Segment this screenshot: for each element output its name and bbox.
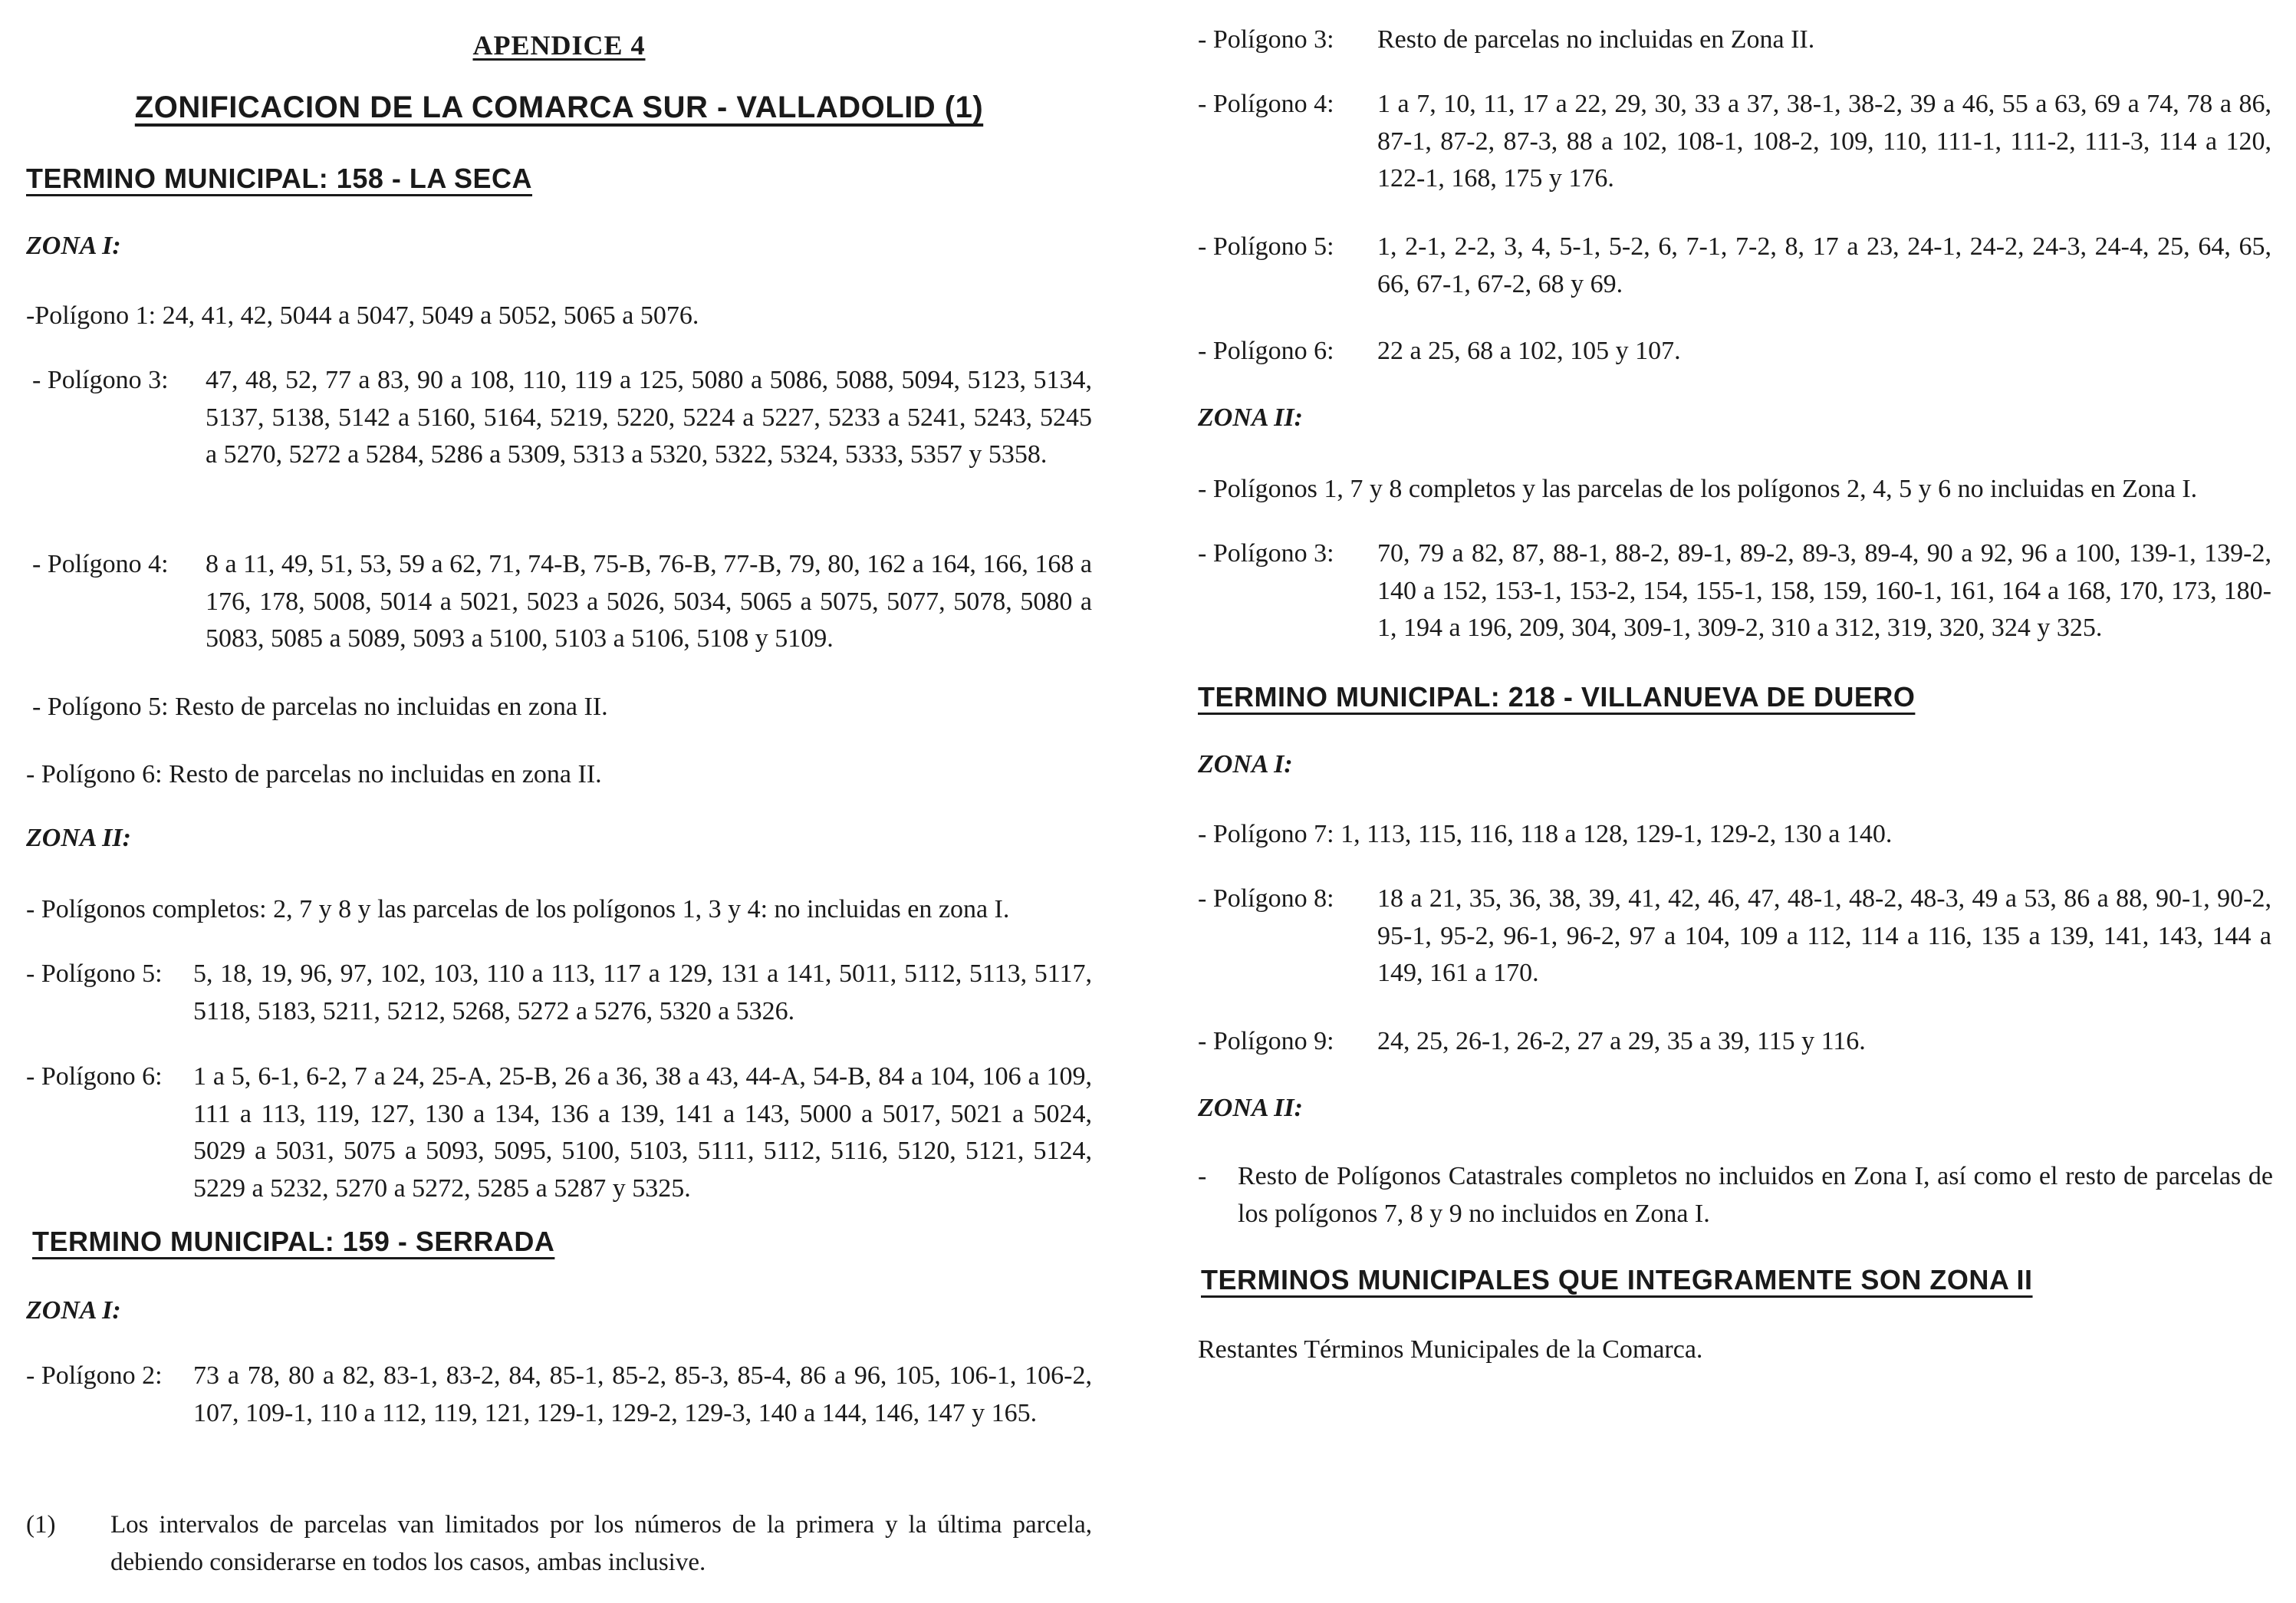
poligono-text: 24, 41, 42, 5044 a 5047, 5049 a 5052, 5065 a 5076. (162, 301, 699, 330)
poligono-label: - Polígono 8: (1198, 884, 1334, 913)
poligono-label: -Polígono 1: (26, 301, 156, 330)
poligono-entry (1198, 816, 1892, 853)
poligono-entry (26, 1358, 1092, 1473)
poligono-entry (1198, 86, 2271, 201)
integros-text: Restantes Términos Municipales de la Comarca. (1198, 1335, 1703, 1364)
poligono-text: Resto de parcelas no incluidas en zona II. (169, 760, 602, 788)
integros-heading: TERMINOS MUNICIPALES QUE INTEGRAMENTE SON ZONA II (1201, 1264, 2033, 1295)
poligono-entry (1198, 21, 2271, 60)
zona-label: ZONA II: (26, 824, 131, 852)
footnote-text: Los intervalos de parcelas van limitados por los números de la primera y la última parcela, debiendo considerarse en todos los casos, ambas inclusive. (110, 1511, 1092, 1576)
poligono-text: Resto de parcelas no incluidas en zona II. (175, 693, 608, 721)
poligono-text: 18 a 21, 35, 36, 38, 39, 41, 42, 46, 47, 48-1, 48-2, 48-3, 49 a 53, 86 a 88, 90-1, 90-2, 95-1, 95-2, 96-1, 96-2, 97 a 104, 109 a 112, 114 a 116, 135 a 139, 141, 143, 144 a 149, 161 a 170. (1377, 884, 2271, 987)
poligono-label: - Polígono 9: (1198, 1027, 1334, 1055)
poligono-entry (1198, 880, 2271, 996)
poligono-text: 1, 2-1, 2-2, 3, 4, 5-1, 5-2, 6, 7-1, 7-2, 8, 17 a 23, 24-1, 24-2, 24-3, 24-4, 25, 64, 65, 66, 67-1, 67-2, 68 y 69. (1377, 232, 2271, 298)
poligono-entry (26, 1058, 1092, 1212)
poligono-label: - Polígono 3: (1198, 25, 1334, 54)
poligono-text: 73 a 78, 80 a 82, 83-1, 83-2, 84, 85-1, 85-2, 85-3, 85-4, 86 a 96, 105, 106-1, 106-2, 107, 109-1, 110 a 112, 119, 121, 129-1, 129-2, 129-3, 140 a 144, 146, 147 y 165. (193, 1361, 1092, 1427)
poligono-entry (26, 891, 1009, 928)
poligono-entry: - Polígonos 1, 7 y 8 completos y las parcelas de los polígonos 2, 4, 5 y 6 no incluidas en Zona I. (1198, 475, 2198, 503)
municipio-heading-serrada: TERMINO MUNICIPAL: 159 - SERRADA (32, 1226, 555, 1257)
appendix-title: APENDICE 4 (472, 30, 646, 61)
resto-poligonos-text: Resto de Polígonos Catastrales completos no incluidos en Zona I, así como el resto de parcelas de los polígonos 7, 8 y 9 no incluidos en Zona I. (1238, 1162, 2273, 1228)
poligono-text: 24, 25, 26-1, 26-2, 27 a 29, 35 a 39, 115 y 116. (1377, 1027, 1866, 1055)
poligono-label: - Polígono 3: (1198, 539, 1334, 568)
poligono-text: 70, 79 a 82, 87, 88-1, 88-2, 89-1, 89-2, 89-3, 89-4, 90 a 92, 96 a 100, 139-1, 139-2, 140 a 152, 153-1, 153-2, 154, 155-1, 158, 159, 160-1, 161, 164 a 168, 170, 173, 180-1, 194 a 196, 209, 304, 309-1, 309-2, 310 a 312, 319, 320, 324 y 325. (1377, 539, 2271, 642)
resto-poligonos-entry (1198, 1158, 2273, 1235)
zona-label: ZONA II: (1198, 1094, 1303, 1122)
poligono-label: - Polígono 6: (1198, 337, 1334, 365)
poligono-label: - Polígono 4: (32, 550, 169, 578)
municipio-heading-la-seca: TERMINO MUNICIPAL: 158 - LA SECA (26, 163, 533, 194)
poligono-label: - Polígono 5: (26, 959, 163, 988)
zona-label: ZONA II: (1198, 403, 1303, 432)
poligono-label: - Polígono 3: (32, 366, 169, 394)
poligono-text: 8 a 11, 49, 51, 53, 59 a 62, 71, 74-B, 75-B, 76-B, 77-B, 79, 80, 162 a 164, 166, 168 a 176, 178, 5008, 5014 a 5021, 5023 a 5026, 5034, 5065 a 5075, 5077, 5078, 5080 a 5083, 5085 a 5089, 5093 a 5100, 5103 a 5106, 5108 y 5109. (206, 550, 1092, 653)
poligono-entry (26, 298, 699, 334)
poligono-label: - Polígono 7: (1198, 820, 1334, 848)
poligono-text: 1, 113, 115, 116, 118 a 128, 129-1, 129-2, 130 a 140. (1340, 820, 1893, 848)
poligono-entry (32, 689, 608, 726)
poligono-text: 2, 7 y 8 y las parcelas de los polígonos 1, 3 y 4: no incluidas en zona I. (273, 895, 1010, 923)
poligono-entry (26, 756, 602, 793)
poligono-label: - Polígono 6: (26, 1062, 163, 1091)
footnote (26, 1506, 1092, 1583)
zona-label: ZONA I: (1198, 750, 1293, 778)
footnote-marker: (1) (26, 1511, 56, 1539)
poligono-label: - Polígono 4: (1198, 90, 1334, 118)
poligono-entry (32, 362, 1092, 515)
poligono-entry (1198, 229, 2271, 305)
poligono-label: - Polígonos completos: (26, 895, 267, 923)
poligono-entry (32, 546, 1092, 661)
poligono-entry (1198, 1023, 2271, 1062)
poligono-text: 1 a 5, 6-1, 6-2, 7 a 24, 25-A, 25-B, 26 a 36, 38 a 43, 44-A, 54-B, 84 a 104, 106 a 109, 111 a 113, 119, 127, 130 a 134, 136 a 139, 141 a 143, 5000 a 5017, 5021 a 5024, 5029 a 5031, 5075 a 5093, 5095, 5100, 5103, 5111, 5112, 5116, 5120, 5121, 5124, 5229 a 5232, 5270 a 5272, 5285 a 5287 y 5325. (193, 1062, 1092, 1203)
poligono-label: - Polígono 5: (32, 693, 169, 721)
poligono-text: 47, 48, 52, 77 a 83, 90 a 108, 110, 119 a 125, 5080 a 5086, 5088, 5094, 5123, 5134, 5137, 5138, 5142 a 5160, 5164, 5219, 5220, 5224 a 5227, 5233 a 5241, 5243, 5245 a 5270, 5272 a 5284, 5286 a 5309, 5313 a 5320, 5322, 5324, 5333, 5357 y 5358. (206, 366, 1092, 469)
municipio-heading-villanueva: TERMINO MUNICIPAL: 218 - VILLANUEVA DE DUERO (1198, 681, 1916, 713)
poligono-label: - Polígono 6: (26, 760, 163, 788)
main-title: ZONIFICACION DE LA COMARCA SUR - VALLADOLID (1) (134, 91, 984, 124)
poligono-label: - Polígono 5: (1198, 232, 1334, 261)
poligono-text: 1 a 7, 10, 11, 17 a 22, 29, 30, 33 a 37, 38-1, 38-2, 39 a 46, 55 a 63, 69 a 74, 78 a 86, 87-1, 87-2, 87-3, 88 a 102, 108-1, 108-2, 109, 110, 111-1, 111-2, 111-3, 114 a 120, 122-1, 168, 175 y 176. (1377, 90, 2271, 193)
poligono-entry (26, 956, 1092, 1032)
zona-label: ZONA I: (26, 1296, 121, 1325)
poligono-text: 5, 18, 19, 96, 97, 102, 103, 110 a 113, 117 a 129, 131 a 141, 5011, 5112, 5113, 5117, 5118, 5183, 5211, 5212, 5268, 5272 a 5276, 5320 a 5326. (193, 959, 1092, 1025)
poligono-entry (1198, 333, 2271, 371)
poligono-text: Resto de parcelas no incluidas en Zona II. (1377, 25, 1815, 54)
list-dash: - (1198, 1162, 1207, 1190)
poligono-text: 22 a 25, 68 a 102, 105 y 107. (1377, 337, 1681, 365)
poligono-entry (1198, 535, 2271, 650)
poligono-label: - Polígono 2: (26, 1361, 163, 1390)
zona-label: ZONA I: (26, 232, 121, 260)
